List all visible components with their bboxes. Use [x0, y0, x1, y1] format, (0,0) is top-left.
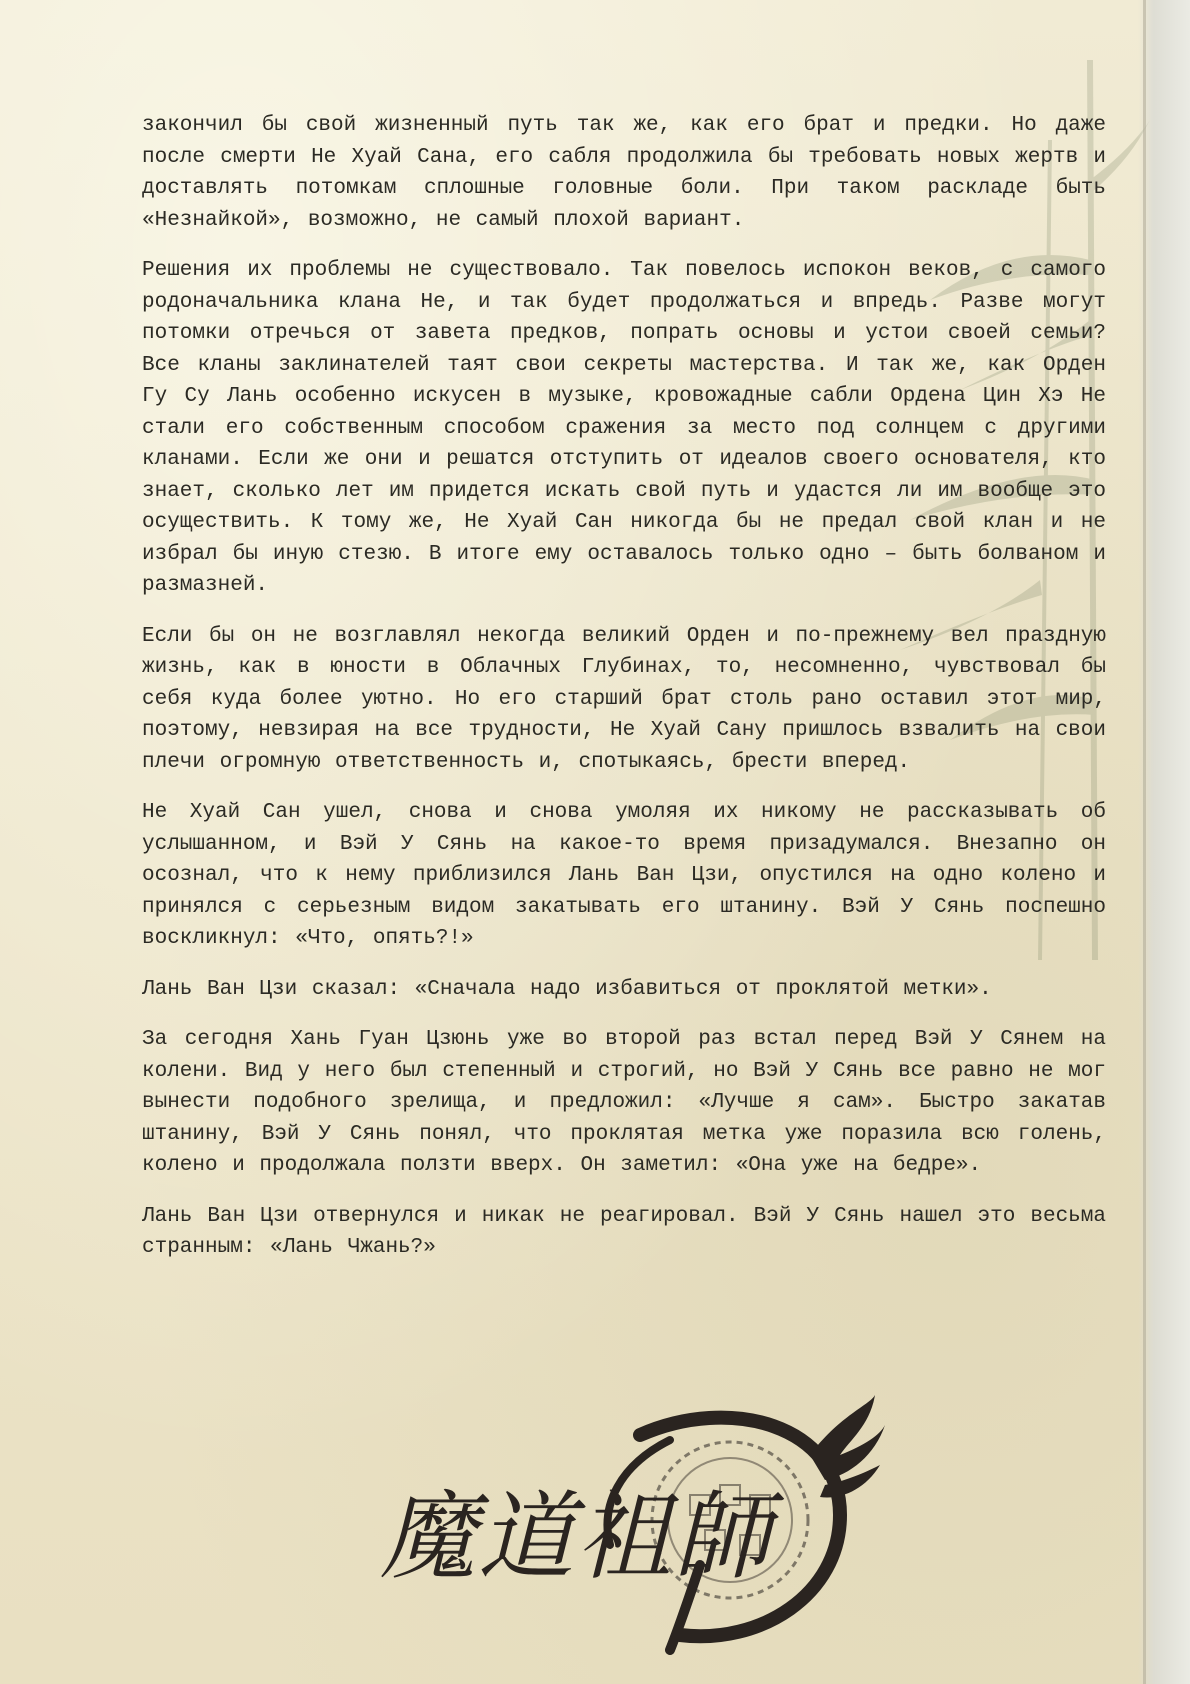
paragraph-3: Если бы он не возглавлял некогда великий Орден и по-прежнему вел праздную жизнь, как в юности в Облачных Глубинах, то, несомненно, чувствовал бы себя куда более уютно. Но его старший брат столь рано оставил этот мир, поэтому, невзирая на все трудности, Не Хуай Сану пришлось взвалить на свои плечи огромную ответственность и, спотыкаясь, брести вперед.: [142, 624, 1106, 774]
paragraph-1: закончил бы свой жизненный путь так же, как его брат и предки. Но даже после смерти Не Хуай Сана, его сабля продолжила бы требовать новых жертв и доставлять потомкам сплошные головные боли. При таком раскладе быть «Незнайкой», возможно, не самый плохой вариант.: [142, 114, 1106, 232]
paragraph-4: Не Хуай Сан ушел, снова и снова умоляя их никому не рассказывать об услышанном, и Вэй У Сянь на какое-то время призадумался. Внезапно он осознал, что к нему приблизился Лань Ван Цзи, опустился на одно колено и принялся с серьезным видом закатывать его штанину. Вэй У Сянь поспешно воскликнул: «Что, опять?!»: [142, 801, 1106, 950]
paragraph-7: Лань Ван Цзи отвернулся и никак не реагировал. Вэй У Сянь нашел это весьма странным: «Лань Чжань?»: [142, 1204, 1106, 1259]
paragraph-5: Лань Ван Цзи сказал: «Сначала надо избавиться от проклятой метки».: [142, 977, 992, 1001]
page-edge-line: [1143, 0, 1146, 1684]
calligraphy-logo-icon: [370, 1395, 890, 1655]
document-body: [142, 110, 1106, 1283]
paragraph-2: Решения их проблемы не существовало. Так повелось испокон веков, с самого родоначальника клана Не, и так будет продолжаться и впредь. Разве могут потомки отречься от завета предков, попрать основы и устои своей семьи? Все кланы заклинателей таят свои секреты мастерства. И так же, как Орден Гу Су Лань особенно искусен в музыке, кровожадные сабли Ордена Цин Хэ Не стали его собственным способом сражения за место под солнцем с другими кланами. Если же они и решатся отступить от идеалов своего основателя, кто знает, сколько лет им придется искать свой путь и удастся ли им вообще это осуществить. К тому же, Не Хуай Сан никогда бы не предал свой клан и не избрал бы иную стезю. В итоге ему оставалось только одно – быть болваном и размазней.: [142, 259, 1106, 597]
paragraph-6: За сегодня Хань Гуан Цзюнь уже во второй раз встал перед Вэй У Сянем на колени. Вид у него был степенный и строгий, но Вэй У Сянь все равно не мог вынести подобного зрелища, и предложил: «Лучше я сам». Быстро закатав штанину, Вэй У Сянь понял, что проклятая метка уже поразила всю голень, колено и продолжала ползти вверх. Он заметил: «Она уже на бедре».: [142, 1028, 1106, 1177]
logo-text: 魔道祖師: [380, 1481, 772, 1593]
